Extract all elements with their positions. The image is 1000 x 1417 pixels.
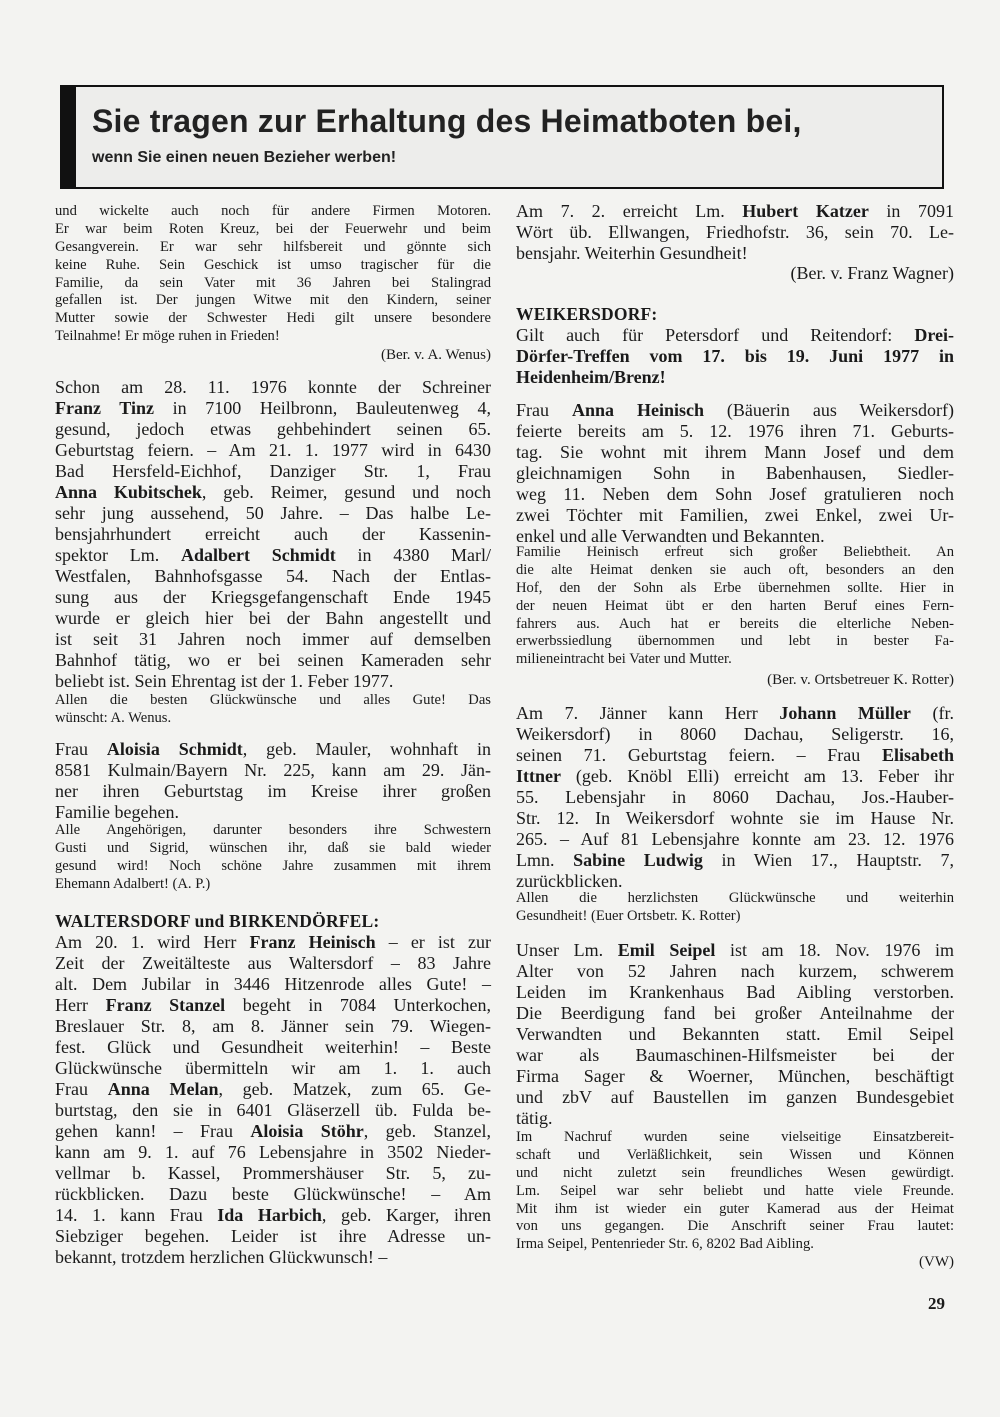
text-line: enkel und alle Verwandten und Bekannten. [516, 526, 825, 546]
mueller-note [516, 890, 954, 926]
text-line: Herr Franz Stanzel begeht in 7084 Unterkochen, [55, 995, 491, 1015]
text-line: Familie Heinisch erfreut sich großer Beliebtheit. An [516, 544, 954, 560]
weikersdorf-heading: WEIKERSDORF: [516, 304, 658, 324]
text-line: Gusti und Sigrid, wünschen ihr, daß sie bald wieder [55, 839, 491, 856]
schmidt-note [55, 822, 491, 894]
text-line: gefallen ist. Der jungen Witwe mit den Kindern, seiner [55, 292, 491, 309]
subscription-banner [60, 85, 944, 189]
text-line: Alter von 52 Jahren nach kurzem, schwerem [516, 961, 954, 981]
text-line: wünscht: A. Wenus. [55, 709, 172, 726]
text-line: feierte bereits am 5. 12. 1976 ihren 71. Geburts- [516, 421, 954, 441]
text-line: ner ihren Geburtstag im Kreise ihrer großen [55, 781, 491, 801]
text-line: 14. 1. kann Frau Ida Harbich, geb. Karger, ihren [55, 1205, 491, 1225]
text-line: Am 20. 1. wird Herr Franz Heinisch – er ist zur [55, 932, 491, 952]
text-line: war als Baumaschinen-Hilfsmeister bei der [516, 1045, 954, 1065]
text-line: bekannt, trotzdem herzlichen Glückwunsch! – [55, 1247, 388, 1267]
text-line: ist seit 31 Jahren noch immer auf demselben [55, 629, 491, 649]
seipel-paragraph [516, 940, 954, 1129]
waltersdorf-heading: WALTERSDORF und BIRKENDÖRFEL: [55, 911, 380, 931]
birthdays-paragraph [55, 377, 491, 692]
text-line: Mit ihm ist wieder ein guter Kamerad aus der Heimat [516, 1200, 954, 1217]
text-line: Schon am 28. 11. 1976 konnte der Schreiner [55, 377, 491, 397]
text-line: Im Nachruf wurden seine vielseitige Einsatzbereit- [516, 1129, 954, 1145]
text-line: Irma Seipel, Pentenrieder Str. 6, 8202 Bad Aibling. [516, 1236, 814, 1253]
text-line: und zbV auf Baustellen im ganzen Bundesgebiet [516, 1087, 954, 1107]
text-line: Familie begehen. [55, 802, 179, 822]
text-line: 55. Lebensjahr in 8060 Dachau, Jos.-Hauber- [516, 787, 954, 807]
text-line: Alle Angehörigen, darunter besonders ihre Schwestern [55, 822, 491, 838]
text-line: bensjahr. Weiterhin Gesundheit! [516, 243, 748, 263]
text-line: Die Beerdigung fand bei großer Anteilnahme der [516, 1003, 954, 1023]
treffen-announcement [516, 325, 954, 388]
text-line: Bahnhof tätig, wo er bei seinen Kameraden sehr [55, 650, 491, 670]
text-line: zwei Töchter mit Familien, zwei Enkel, zwei Ur- [516, 505, 954, 525]
text-line: fahrers aus. Auch hat er bereits die elterliche Neben- [516, 615, 954, 632]
text-line: alt. Dem Jubilar in 3446 Hitzenrode alles Gute! – [55, 974, 491, 994]
text-line: vellmar b. Kassel, Prommershäuser Str. 5, zu- [55, 1163, 491, 1183]
text-line: die alte Heimat denken sie auch oft, besonders an den [516, 561, 954, 578]
page-number: 29 [928, 1294, 945, 1313]
seipel-credit: (VW) [919, 1254, 954, 1270]
banner-subtitle: wenn Sie einen neuen Bezieher werben! [92, 149, 397, 166]
text-line: Glückwünsche übermitteln wir am 1. 1. auch [55, 1058, 491, 1078]
text-line: Frau Anna Heinisch (Bäuerin aus Weikersdorf) [516, 400, 955, 420]
text-line: gesund, jedoch etwas gehbehindert seinen 65. [55, 419, 491, 439]
text-line: Unser Lm. Emil Seipel ist am 18. Nov. 1976 im [516, 940, 954, 960]
text-line: Heidenheim/Brenz! [516, 367, 666, 387]
text-line: Ehemann Adalbert! (A. P.) [55, 875, 211, 892]
text-line: Gesundheit! (Euer Ortsbetr. K. Rotter) [516, 907, 741, 924]
text-line: Lmn. Sabine Ludwig in Wien 17., Hauptstr. 7, [516, 850, 954, 870]
waltersdorf-paragraph [55, 932, 491, 1268]
text-line: Franz Tinz in 7100 Heilbronn, Bauleutenweg 4, [55, 398, 492, 418]
text-line: Mutter sowie der Schwester Hedi gilt unsere besondere [55, 310, 491, 327]
text-line: Weikersdorf) in 8060 Dachau, Seligerstr. 16, [516, 724, 954, 744]
text-line: Familie, da sein Vater mit 36 Jahren bei Stalingrad [55, 274, 491, 291]
seipel-note [516, 1129, 954, 1254]
text-line: milieneintracht bei Vater und Mutter. [516, 651, 732, 668]
text-line: fest. Glück und Gesundheit weiterhin! – Beste [55, 1037, 491, 1057]
heinisch-note [516, 544, 954, 669]
text-line: Gesangverein. Er war sehr hilfsbereit und gönnte sich [55, 238, 491, 255]
text-line: Str. 12. In Weikersdorf wohnte sie im Hause Nr. [516, 808, 954, 828]
birthdays-note [55, 692, 491, 728]
text-line: sehr jung aussehend, 50 Jahre. – Das halbe Le- [55, 503, 491, 523]
text-line: spektor Lm. Adalbert Schmidt in 4380 Marl/ [55, 545, 491, 565]
text-line: Frau Aloisia Schmidt, geb. Mauler, wohnhaft in [55, 739, 491, 759]
text-line: Dörfer-Treffen vom 17. bis 19. Juni 1977 in [516, 346, 954, 366]
text-line: Wört üb. Ellwangen, Friedhofstr. 36, sein 70. Le- [516, 222, 954, 242]
text-line: Firma Sager & Woerner, München, beschäftigt [516, 1066, 954, 1086]
text-line: beliebt ist. Sein Ehrentag ist der 1. Feber 1977. [55, 671, 394, 691]
text-line: tag. Sie wohnt mit ihrem Mann Josef und dem [516, 442, 954, 462]
text-line: Verwandten und Bekannten statt. Emil Seipel [516, 1024, 954, 1044]
katzer-credit: (Ber. v. Franz Wagner) [790, 263, 954, 283]
obituary-credit: (Ber. v. A. Wenus) [380, 347, 491, 363]
text-line: rückblicken. Dazu beste Glückwünsche! – Am [55, 1184, 491, 1204]
text-line: zurückblicken. [516, 871, 623, 891]
text-line: Westfalen, Bahnhofsgasse 54. Nach der Entlas- [55, 566, 491, 586]
text-line: weg 11. Neben dem Sohn Josef gratulieren noch [516, 484, 954, 504]
text-line: und nicht zuletzt sein freundliches Wesen gewürdigt. [516, 1164, 954, 1181]
text-line: keine Ruhe. Sein Geschick ist umso tragischer für die [55, 256, 491, 273]
text-line: gesund wird! Noch schöne Jahre zusammen mit ihrem [55, 857, 491, 874]
text-line: Geburtstag feiern. – Am 21. 1. 1977 wird in 6430 [55, 440, 491, 460]
text-line: Bad Hersfeld-Eichhof, Danziger Str. 1, Frau [55, 461, 491, 481]
text-line: Frau Anna Melan, geb. Matzek, zum 65. Ge- [55, 1079, 491, 1099]
text-line: Siebziger begehen. Leider ist ihre Adresse un- [55, 1226, 491, 1246]
text-line: erwerbssiedlung übernommen und lebt in bester Fa- [516, 633, 954, 650]
text-line: sung aus der Kriegsgefangenschaft Ende 1945 [55, 587, 491, 607]
text-line: von uns gegangen. Die Anschrift seiner Frau lautet: [516, 1218, 954, 1235]
text-line: der neuen Heimat übt er den harten Beruf eines Fern- [516, 597, 954, 614]
obituary-end [55, 203, 491, 346]
text-line: gehen kann! – Frau Aloisia Stöhr, geb. Stanzel, [55, 1121, 491, 1141]
text-line: seinen 71. Geburtstag feiern. – Frau Elisabeth [516, 745, 954, 765]
text-line: Gilt auch für Petersdorf und Reitendorf: Drei- [516, 325, 954, 345]
heinisch-credit: (Ber. v. Ortsbetreuer K. Rotter) [767, 672, 954, 688]
text-line: bensjahrhundert erreicht auch der Kassenin- [55, 524, 491, 544]
text-line: 8581 Kulmain/Bayern Nr. 225, kann am 29. Jän- [55, 760, 491, 780]
mueller-paragraph [516, 703, 954, 892]
banner-title: Sie tragen zur Erhaltung des Heimatboten bei, [92, 103, 802, 139]
text-line: und wickelte auch noch für andere Firmen Motoren. [55, 203, 491, 219]
text-line: Allen die herzlichsten Glückwünsche und weiterhin [516, 890, 954, 906]
text-line: Leiden im Krankenhaus Bad Aibling verstorben. [516, 982, 954, 1002]
text-line: Am 7. 2. erreicht Lm. Hubert Katzer in 7091 [516, 201, 954, 221]
heinisch-paragraph [516, 400, 954, 547]
katzer-paragraph [516, 201, 954, 264]
text-line: Er war beim Roten Kreuz, bei der Feuerwehr und beim [55, 220, 491, 237]
text-line: Lm. Seipel war sehr beliebt und hatte viele Freunde. [516, 1182, 954, 1199]
text-line: Anna Kubitschek, geb. Reimer, gesund und noch [55, 482, 492, 502]
text-line: Hof, den der Sohn als Erbe übernehmen sollte. Hier in [516, 579, 954, 596]
text-line: Zeit der Zweitälteste aus Waltersdorf – 83 Jahre [55, 953, 491, 973]
text-line: tätig. [516, 1108, 553, 1128]
text-line: wurde er gleich hier bei der Bahn angestellt und [55, 608, 491, 628]
text-line: burtstag, den sie in 6401 Gläserzell üb. Fulda be- [55, 1100, 491, 1120]
text-line: 265. – Auf 81 Lebensjahre konnte am 23. 12. 1976 [516, 829, 954, 849]
text-line: gleichnamigen Sohn in Babenhausen, Siedler- [516, 463, 954, 483]
text-line: Ittner (geb. Knöbl Elli) erreicht am 13. Feber ihr [516, 766, 954, 786]
schmidt-paragraph [55, 739, 491, 823]
text-line: Allen die besten Glückwünsche und alles Gute! Das [55, 692, 491, 708]
text-line: Teilnahme! Er möge ruhen in Frieden! [55, 328, 280, 345]
text-line: kann am 9. 1. auf 76 Lebensjahre in 3502 Nieder- [55, 1142, 491, 1162]
text-line: Am 7. Jänner kann Herr Johann Müller (fr. [516, 703, 954, 723]
text-line: Breslauer Str. 8, am 8. Jänner sein 79. Wiegen- [55, 1016, 491, 1036]
text-line: schaft und Verläßlichkeit, sein Wissen und Können [516, 1146, 954, 1163]
